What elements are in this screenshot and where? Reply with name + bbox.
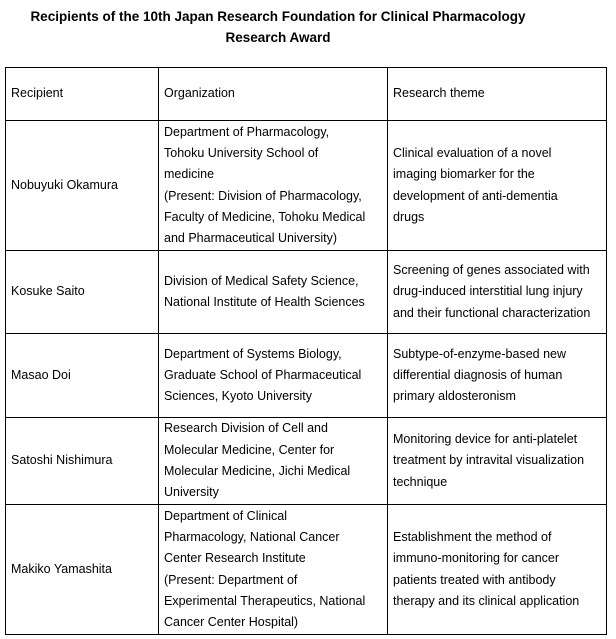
organization-line: (Present: Division of Pharmacology, (164, 188, 362, 203)
table-header-row (6, 68, 607, 121)
organization-cell (159, 334, 388, 418)
organization-line: Molecular Medicine, Center for (164, 442, 335, 457)
theme-line: therapy and its clinical application (393, 593, 580, 608)
organization-cell (159, 121, 388, 251)
theme-line: development of anti-dementia (393, 188, 558, 203)
recipient-cell: Nobuyuki Okamura (6, 121, 159, 251)
theme-line: patients treated with antibody (393, 572, 556, 587)
organization-line: Department of Pharmacology, (164, 124, 330, 139)
theme-line: Subtype-of-enzyme-based new (393, 346, 567, 361)
organization-line: Research Division of Cell and (164, 421, 328, 436)
organization-line: medicine (164, 167, 215, 182)
table-row (6, 418, 607, 505)
theme-cell (388, 121, 607, 251)
table-row (6, 505, 607, 635)
theme-cell (388, 334, 607, 418)
organization-cell (159, 505, 388, 635)
organization-line: Cancer Center Hospital) (164, 615, 299, 630)
theme-line: Establishment the method of (393, 529, 552, 544)
organization-line: Department of Clinical (164, 508, 287, 523)
page-title: Recipients of the 10th Japan Research Foundation for Clinical Pharmacology Research Award (30, 9, 526, 45)
organization-line: Experimental Therapeutics, National (164, 593, 366, 608)
organization-line: National Institute of Health Sciences (164, 295, 365, 309)
theme-line: imaging biomarker for the (393, 167, 535, 182)
theme-line: and their functional characterization (393, 305, 591, 320)
theme-cell (388, 251, 607, 334)
organization-line: Molecular Medicine, Jichi Medical (164, 464, 351, 478)
organization-line: Sciences, Kyoto University (164, 389, 312, 404)
organization-cell (159, 418, 388, 505)
organization-line: University (164, 485, 219, 500)
header-organization: Organization (159, 68, 388, 121)
table-row (6, 251, 607, 334)
recipient-cell: Makiko Yamashita (6, 505, 159, 635)
organization-line: Graduate School of Pharmaceutical (164, 367, 362, 382)
organization-line: Faculty of Medicine, Tohoku Medical (164, 209, 366, 224)
organization-line: Tohoku University School of (164, 145, 319, 160)
theme-line: drug-induced interstitial lung injury (393, 284, 583, 299)
recipients-table (5, 67, 607, 635)
organization-line: Pharmacology, National Cancer (164, 529, 340, 544)
theme-line: Screening of genes associated with (393, 263, 590, 278)
recipient-cell: Kosuke Saito (6, 251, 159, 334)
theme-line: Monitoring device for anti-platelet (393, 432, 578, 447)
theme-line: treatment by intravital visualization (393, 453, 585, 468)
theme-line: differential diagnosis of human (393, 367, 563, 382)
organization-line: (Present: Department of (164, 572, 298, 587)
theme-line: technique (393, 474, 448, 489)
organization-line: and Pharmaceutical University) (164, 231, 337, 246)
table-row (6, 334, 607, 418)
theme-line: Clinical evaluation of a novel (393, 145, 552, 160)
theme-cell (388, 418, 607, 505)
theme-line: immuno-monitoring for cancer (393, 551, 560, 566)
organization-line: Department of Systems Biology, (164, 346, 342, 361)
organization-line: Division of Medical Safety Science, (164, 273, 359, 288)
recipient-cell: Satoshi Nishimura (6, 418, 159, 505)
header-research-theme: Research theme (388, 68, 607, 121)
header-recipient: Recipient (6, 68, 159, 121)
recipient-cell: Masao Doi (6, 334, 159, 418)
theme-cell (388, 505, 607, 635)
table-row (6, 121, 607, 251)
organization-line: Center Research Institute (164, 551, 306, 566)
theme-line: drugs (393, 209, 425, 224)
theme-line: primary aldosteronism (393, 389, 516, 404)
organization-cell (159, 251, 388, 334)
